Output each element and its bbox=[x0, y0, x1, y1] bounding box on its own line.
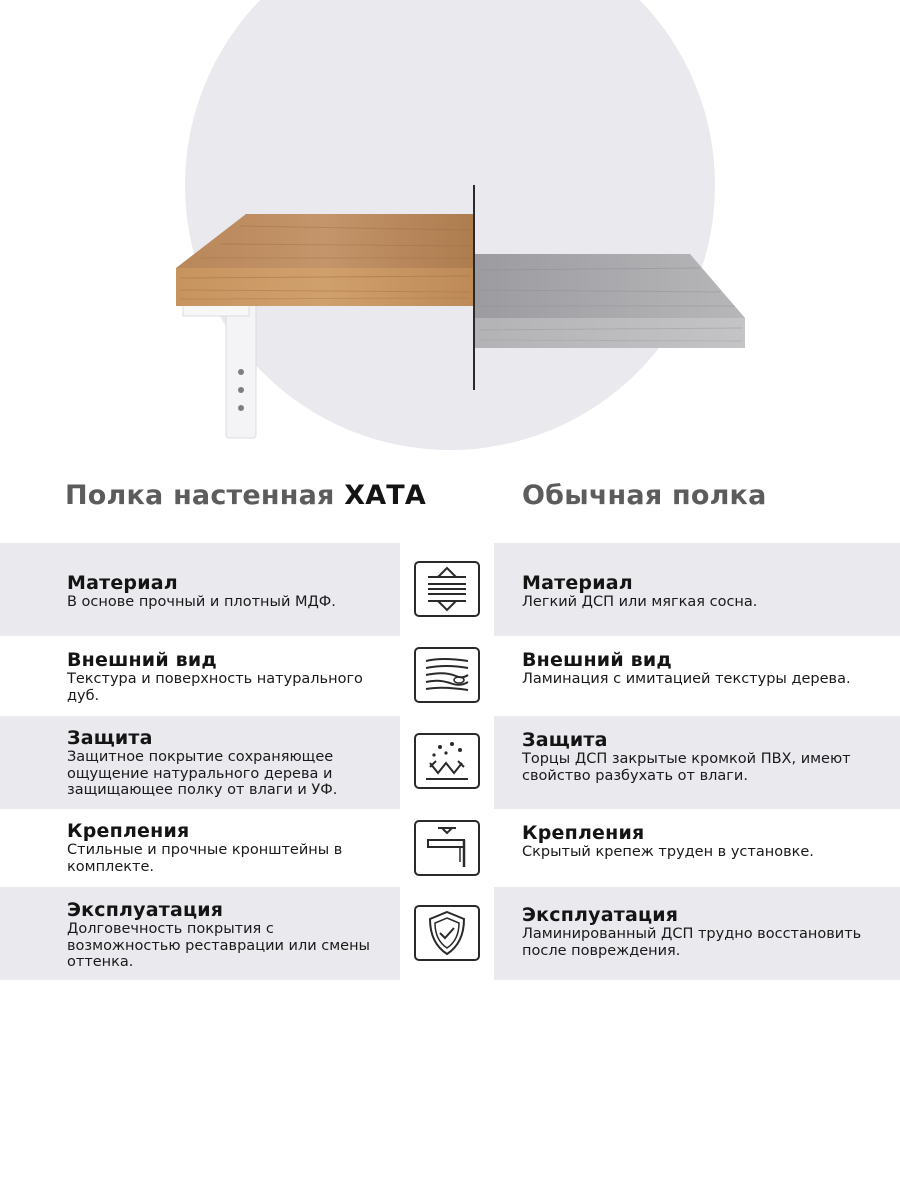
oak-shelf bbox=[176, 214, 473, 306]
xata-shelf-heading bbox=[65, 480, 426, 511]
row-title: Материал bbox=[522, 572, 633, 594]
row-title: Защита bbox=[67, 727, 153, 749]
row-description: Защитное покрытие сохраняющее ощущение натурального дерева и защищающее полку от влаги и УФ. bbox=[67, 749, 338, 798]
row-description: Легкий ДСП или мягкая сосна. bbox=[522, 594, 758, 610]
left-row-protection bbox=[0, 716, 400, 809]
row-title: Внешний вид bbox=[67, 649, 217, 671]
white-bracket bbox=[183, 300, 256, 438]
moisture-protection-icon bbox=[414, 733, 480, 789]
row-title: Внешний вид bbox=[522, 649, 672, 671]
right-row-material bbox=[494, 543, 900, 636]
row-description: Стильные и прочные кронштейны в комплекте. bbox=[67, 842, 343, 875]
wood-texture-icon bbox=[414, 647, 480, 703]
hero-illustration bbox=[0, 0, 900, 470]
heading-prefix: Полка настенная bbox=[65, 480, 335, 511]
row-title: Крепления bbox=[522, 822, 645, 844]
row-description: Скрытый крепеж труден в установке. bbox=[522, 844, 814, 860]
row-description: Ламинированный ДСП трудно восстановить после повреждения. bbox=[522, 926, 862, 959]
shield-check-icon bbox=[414, 905, 480, 961]
layers-thickness-icon bbox=[414, 561, 480, 617]
left-row-operation bbox=[0, 887, 400, 980]
row-title: Материал bbox=[67, 572, 178, 594]
regular-shelf-heading: Обычная полка bbox=[522, 480, 767, 511]
right-row-protection bbox=[494, 716, 900, 809]
brand-name: ХАТА bbox=[344, 480, 427, 511]
row-description: Ламинация с имитацией текстуры дерева. bbox=[522, 671, 851, 687]
row-description: Торцы ДСП закрытые кромкой ПВХ, имеют свойство разбухать от влаги. bbox=[522, 751, 851, 784]
row-title: Эксплуатация bbox=[522, 904, 679, 926]
row-title: Эксплуатация bbox=[67, 899, 224, 921]
comparison-divider bbox=[473, 185, 475, 390]
row-description: В основе прочный и плотный МДФ. bbox=[67, 594, 336, 610]
right-row-operation bbox=[494, 887, 900, 980]
laminate-shelf bbox=[475, 254, 745, 348]
row-title: Крепления bbox=[67, 820, 190, 842]
row-description: Долговечность покрытия с возможностью реставрации или смены оттенка. bbox=[67, 921, 371, 970]
row-title: Защита bbox=[522, 729, 608, 751]
shelf-bracket-icon bbox=[414, 820, 480, 876]
left-row-material bbox=[0, 543, 400, 636]
shelf-comparison-illustration bbox=[0, 0, 900, 470]
row-description: Текстура и поверхность натурального дуб. bbox=[67, 671, 363, 704]
